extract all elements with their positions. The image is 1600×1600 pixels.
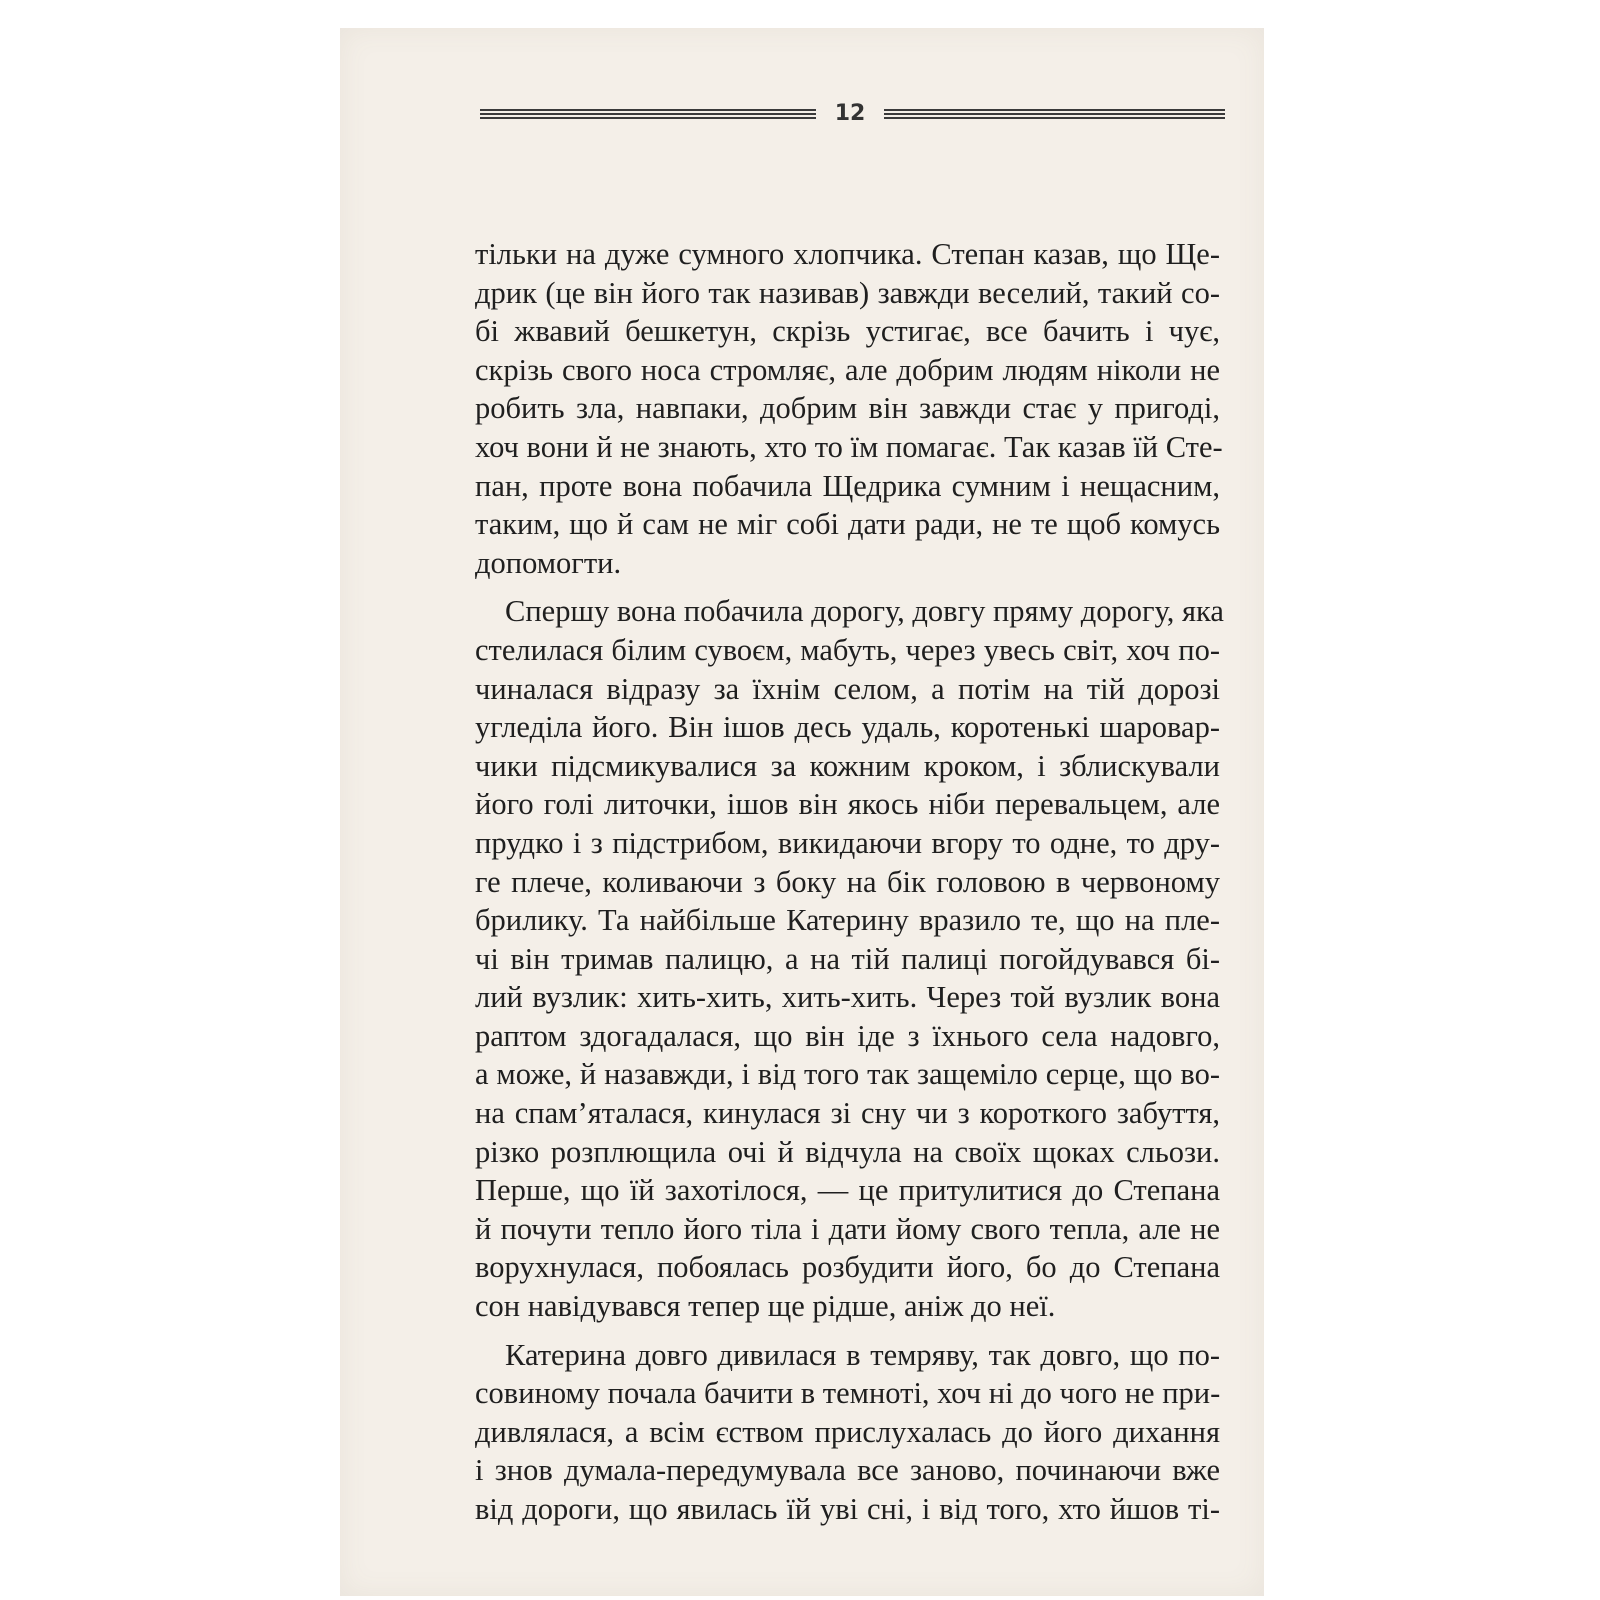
- text-line: стелилася білим сувоєм, мабуть, через увесь світ, хоч по-: [475, 632, 1220, 667]
- text-line: раптом здогадалася, що він іде з їхнього села надовго,: [475, 1018, 1220, 1053]
- text-line: на спам’яталася, кинулася зі сну чи з короткого забуття,: [475, 1096, 1220, 1131]
- text-line: Катерина довго дивилася в темряву, так довго, що по-: [505, 1337, 1220, 1372]
- paragraph: [475, 235, 1223, 582]
- text-line: а може, й назавжди, і від того так защеміло серце, що во-: [475, 1057, 1220, 1092]
- text-line: різко розплющила очі й відчула на своїх щоках сльози.: [475, 1134, 1220, 1169]
- header-rule-left: [480, 109, 816, 118]
- text-line: дрик (це він його так називав) завжди веселий, такий со-: [475, 275, 1220, 310]
- text-line: і знов думала-передумувала все заново, починаючи вже: [475, 1453, 1220, 1488]
- text-line: Спершу вона побачила дорогу, довгу пряму дорогу, яка: [505, 594, 1224, 629]
- text-line: дивлялася, а всім єством прислухалась до його дихання: [475, 1414, 1220, 1449]
- text-line: ворухнулася, побоялась розбудити його, бо до Степана: [475, 1250, 1220, 1285]
- text-line: пан, проте вона побачила Щедрика сумним і нещасним,: [475, 468, 1220, 503]
- text-line: робить зла, навпаки, добрим він завжди стає у пригоді,: [475, 391, 1220, 426]
- text-line: хоч вони й не знають, хто то їм помагає. Так казав їй Сте-: [475, 429, 1223, 464]
- text-line: таким, що й сам не міг собі дати ради, не те щоб комусь: [475, 507, 1220, 542]
- text-line: лий вузлик: хить-хить, хить-хить. Через той вузлик вона: [475, 980, 1220, 1015]
- text-line: допомогти.: [475, 545, 622, 580]
- text-line: прудко і з підстрибом, викидаючи вгору то одне, то дру-: [475, 825, 1220, 860]
- body-text: [475, 235, 1224, 1529]
- page-number: 12: [834, 101, 866, 126]
- text-line: чики підсмикувалися за кожним кроком, і зблискували: [475, 748, 1220, 783]
- page-header: [480, 100, 1225, 140]
- text-line: совиному почала бачити в темноті, хоч ні до чого не при-: [475, 1376, 1221, 1411]
- text-line: його голі литочки, ішов він якось ніби перевальцем, але: [475, 787, 1220, 822]
- book-page: [340, 28, 1264, 1596]
- header-rule-right: [884, 109, 1225, 118]
- text-line: й почути тепло його тіла і дати йому свого тепла, але не: [475, 1211, 1220, 1246]
- text-line: угледіла його. Він ішов десь удаль, коротенькі шаровар-: [475, 710, 1220, 745]
- text-line: брилику. Та найбільше Катерину вразило те, що на пле-: [475, 903, 1220, 938]
- paragraph: [475, 592, 1224, 1325]
- text-line: тільки на дуже сумного хлопчика. Степан казав, що Ще-: [475, 237, 1220, 271]
- text-line: чиналася відразу за їхнім селом, а потім на тій дорозі: [475, 671, 1220, 706]
- text-line: сон навідувався тепер ще рідше, аніж до неї.: [475, 1289, 1056, 1324]
- text-line: бі жвавий бешкетун, скрізь устигає, все бачить і чує,: [475, 314, 1220, 349]
- paragraph: [475, 1336, 1220, 1529]
- text-line: Перше, що їй захотілося, — це притулитися до Степана: [475, 1173, 1220, 1208]
- text-line: від дороги, що явилась їй уві сні, і від того, хто йшов ті-: [475, 1492, 1220, 1526]
- text-line: ге плече, коливаючи з боку на бік головою в червоному: [475, 864, 1220, 899]
- text-line: чі він тримав палицю, а на тій палиці погойдувався бі-: [475, 941, 1220, 976]
- text-line: скрізь свого носа стромляє, але добрим людям ніколи не: [475, 352, 1220, 387]
